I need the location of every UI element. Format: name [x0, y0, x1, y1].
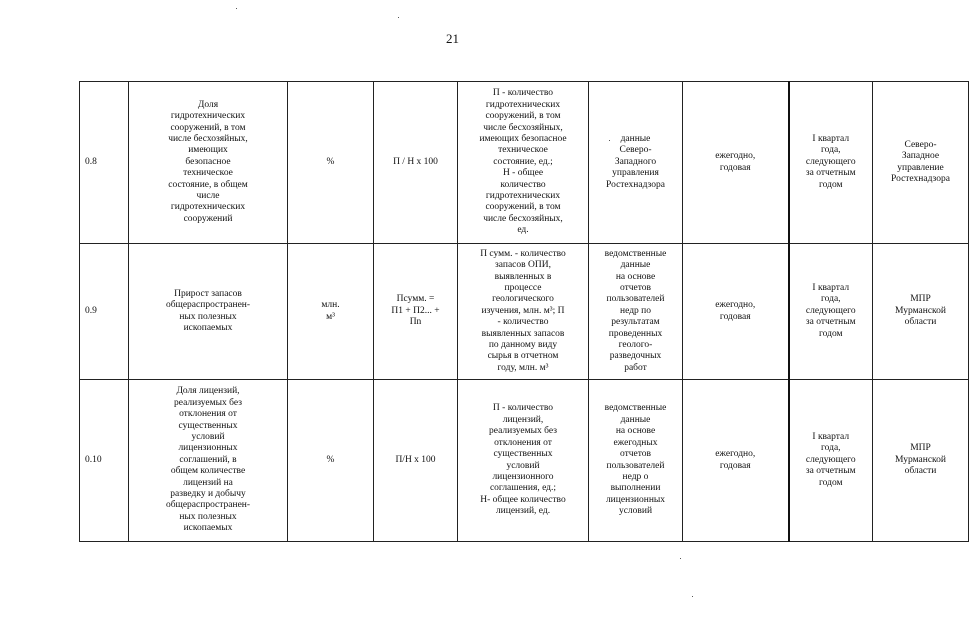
row-number: 0.9	[80, 244, 129, 380]
deadline: I квартал года, следующего за отчетным годом	[789, 82, 873, 244]
scan-speck	[398, 17, 399, 18]
page-number: 21	[446, 31, 459, 46]
frequency: ежегодно, годовая	[683, 82, 789, 244]
table-row	[80, 244, 969, 380]
formula-description: П - количество лицензий, реализуемых без отклонения от существенных условий лицензионного соглашения, ед.; Н- общее количество лицензий, ед.	[458, 380, 589, 542]
indicator-name: Доля лицензий, реализуемых без отклонения от существенных условий лицензионных соглашений, в общем количестве лицензий на разведку и добычу общераспространен- ных полезных ископаемых	[129, 380, 288, 542]
unit: %	[288, 380, 374, 542]
responsible: МПР Мурманской области	[873, 244, 969, 380]
deadline: I квартал года, следующего за отчетным годом	[789, 244, 873, 380]
table-row	[80, 380, 969, 542]
row-number: 0.10	[80, 380, 129, 542]
responsible: Северо- Западное управление Ростехнадзора	[873, 82, 969, 244]
deadline: I квартал года, следующего за отчетным годом	[789, 380, 873, 542]
formula-description: П - количество гидротехнических сооружений, в том числе бесхозяйных, имеющих безопасное техническое состояние, ед.; Н - общее количество гидротехнических сооружений, в том числе бесхозяйных, ед.	[458, 82, 589, 244]
indicator-name: Прирост запасов общераспространен- ных полезных ископаемых	[129, 244, 288, 380]
scan-speck	[680, 558, 681, 559]
data-source: ведомственные данные на основе ежегодных отчетов пользователей недр о выполнении лицензионных условий	[589, 380, 683, 542]
row-number: 0.8	[80, 82, 129, 244]
data-source: данные Северо- Западного управления Ростехнадзора	[589, 82, 683, 244]
frequency: ежегодно, годовая	[683, 380, 789, 542]
table-row	[80, 82, 969, 244]
frequency: ежегодно, годовая	[683, 244, 789, 380]
formula: Псумм. = П1 + П2... + Пn	[374, 244, 458, 380]
responsible: МПР Мурманской области	[873, 380, 969, 542]
scan-speck	[692, 596, 693, 597]
indicator-name: Доля гидротехнических сооружений, в том числе бесхозяйных, имеющих безопасное техническое состояние, в общем числе гидротехнических сооружений	[129, 82, 288, 244]
scan-speck	[236, 8, 237, 9]
formula: П/Н х 100	[374, 380, 458, 542]
formula: П / Н х 100	[374, 82, 458, 244]
unit: млн. м³	[288, 244, 374, 380]
indicators-table	[79, 81, 969, 542]
unit: %	[288, 82, 374, 244]
formula-description: П сумм. - количество запасов ОПИ, выявленных в процессе геологического изучения, млн. м³; П - количество выявленных запасов по данному виду сырья в отчетном году, млн. м³	[458, 244, 589, 380]
data-source: ведомственные данные на основе отчетов пользователей недр по результатам проведенных геолого- разведочных работ	[589, 244, 683, 380]
